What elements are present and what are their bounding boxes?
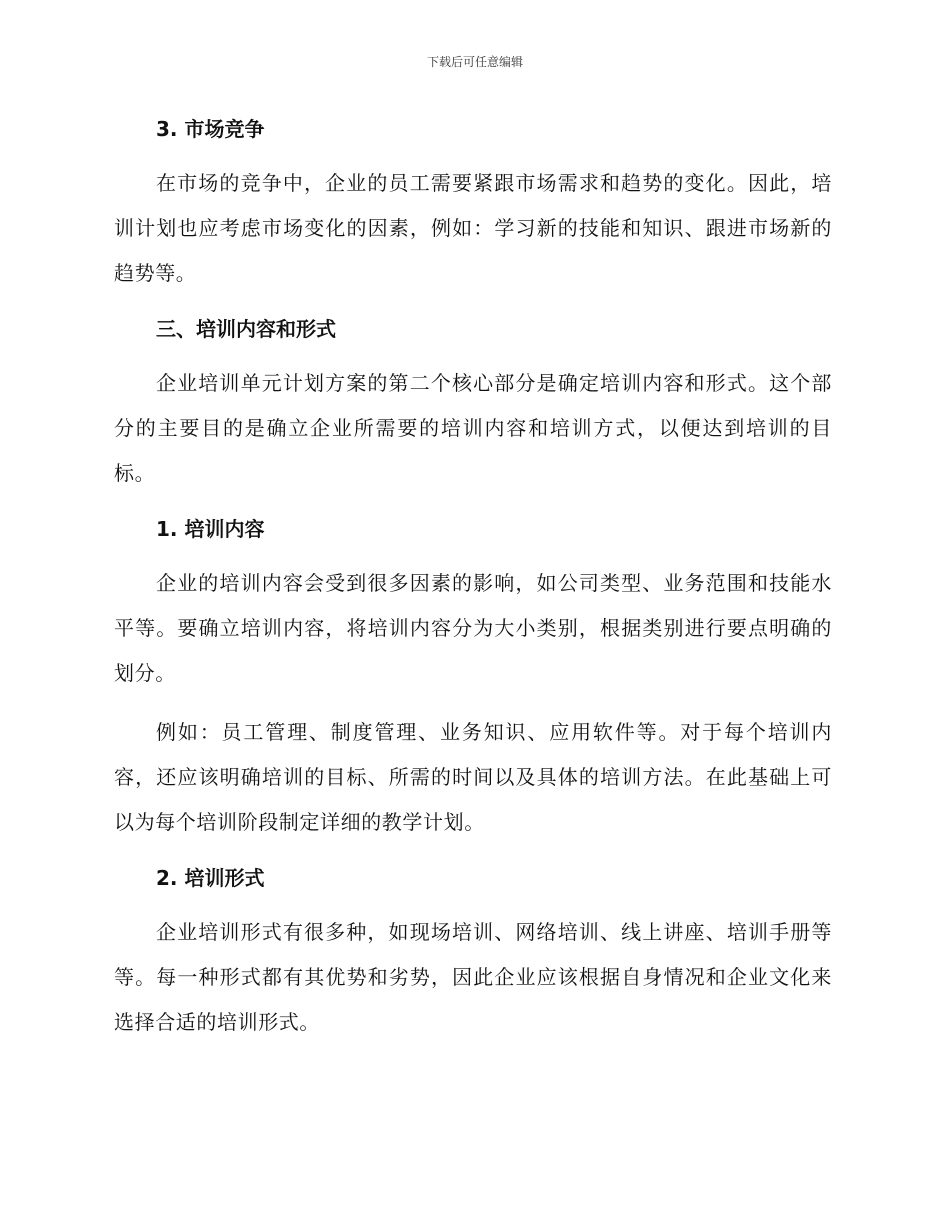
heading-market-competition: 3. 市场竞争 <box>156 117 265 141</box>
heading-training-content: 1. 培训内容 <box>156 517 265 541</box>
heading-training-form: 2. 培训形式 <box>156 866 265 890</box>
heading-training-content-and-form: 三、培训内容和形式 <box>156 317 336 341</box>
paragraph-training-content-and-form: 企业培训单元计划方案的第二个核心部分是确定培训内容和形式。这个部分的主要目的是确立企业所需要的培训内容和培训方式，以便达到培训的目标。 <box>114 371 832 485</box>
paragraph-training-content-1: 企业的培训内容会受到很多因素的影响，如公司类型、业务范围和技能水平等。要确立培训内容，将培训内容分为大小类别，根据类别进行要点明确的划分。 <box>114 571 832 685</box>
paragraph-training-form: 企业培训形式有很多种，如现场培训、网络培训、线上讲座、培训手册等等。每一种形式都有其优势和劣势，因此企业应该根据自身情况和企业文化来选择合适的培训形式。 <box>114 920 832 1034</box>
paragraph-market-competition: 在市场的竞争中，企业的员工需要紧跟市场需求和趋势的变化。因此，培训计划也应考虑市场变化的因素，例如：学习新的技能和知识、跟进市场新的趋势等。 <box>114 171 832 285</box>
paragraph-training-content-2: 例如：员工管理、制度管理、业务知识、应用软件等。对于每个培训内容，还应该明确培训的目标、所需的时间以及具体的培训方法。在此基础上可以为每个培训阶段制定详细的教学计划。 <box>114 720 832 834</box>
document-body <box>114 111 832 1045</box>
page-header-note: 下载后可任意编辑 <box>426 55 523 69</box>
